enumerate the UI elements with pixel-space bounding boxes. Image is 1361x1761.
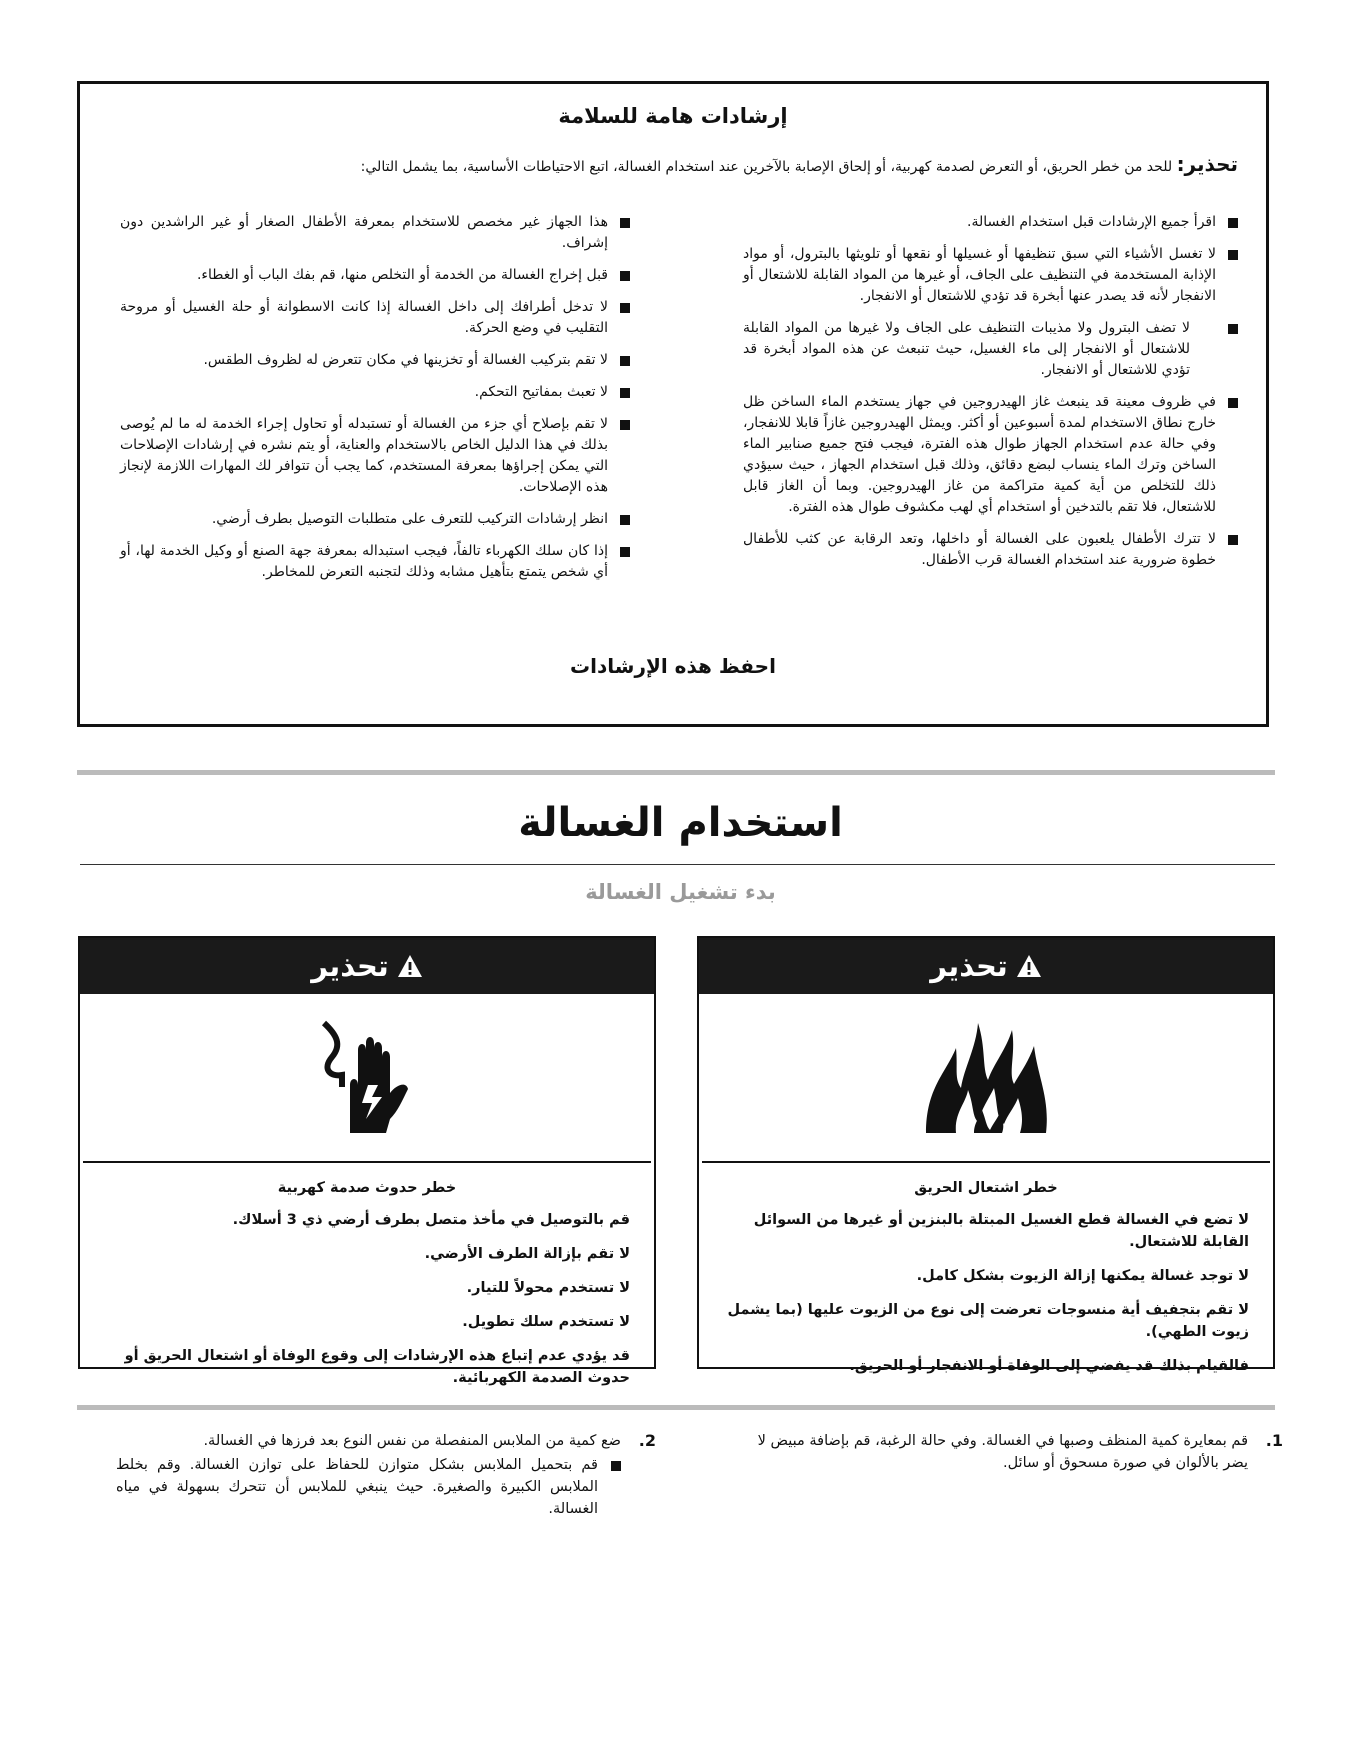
safety-instructions-box [77,81,1269,727]
fire-warning-card [697,936,1275,1374]
shock-warning-line: لا تقم بإزالة الطرف الأرضي. [424,1246,630,1262]
safety-item [743,318,1238,381]
safety-item-text: إذا كان سلك الكهرباء تالفاً، فيجب استبداله بمعرفة جهة الصنع أو وكيل الخدمة لها، أو أي شخص يتمتع بتأهيل مشابه وذلك لتجنبه التعرض للمخاطر. [120,543,608,580]
shock-warning-line: لا تستخدم محولاً للتيار. [466,1280,630,1296]
warning-header [699,938,1273,994]
safety-item [120,414,630,498]
section-divider [77,1405,1275,1410]
warning-header-label: تحذير [930,949,1008,983]
safety-item-text: هذا الجهاز غير مخصص للاستخدام بمعرفة الأطفال الصغار أو غير الراشدين دون إشراف. [120,214,608,251]
safety-item-text: انظر إرشادات التركيب للتعرف على متطلبات التوصيل بطرف أرضي. [211,511,608,527]
warning-header-label: تحذير [311,949,389,983]
warning-text: للحد من خطر الحريق، أو التعرض لصدمة كهربية، أو إلحاق الإصابة بالآخرين عند استخدام الغسالة، اتبع الاحتياطات الأساسية، بما يشمل التالي: [360,159,1177,175]
section-title: استخدام الغسالة [518,800,843,846]
fire-hazard-icon [702,994,1270,1163]
title-underline [80,864,1275,865]
step-text: ضع كمية من الملابس المنفصلة من نفس النوع بعد فرزها في الغسالة. [203,1433,621,1449]
warning-triangle-icon [1016,954,1042,978]
fire-warning-line: فالقيام بذلك قد يفضي إلى الوفاة أو الانفجار أو الحريق. [849,1358,1249,1374]
safety-item-text: لا تقم بإصلاح أي جزء من الغسالة أو تستبدله أو تحاول إجراء الخدمة له ما لم يُوصى بذلك في هذا الدليل الخاص بالاستخدام والعناية، أو يتم نشره في إرشادات الإصلاحات التي يمكن إجراؤها بمعرفة المستخدم، كما يجب أن تتوافر لك المهارات اللازمة لإنجاز هذه الإصلاحات. [120,416,608,495]
safety-item-text: اقرأ جميع الإرشادات قبل استخدام الغسالة. [967,214,1216,230]
bullet-icon [620,515,630,525]
safety-title: إرشادات هامة للسلامة [558,104,788,128]
shock-warning-line: قد يؤدي عدم إتباع هذه الإرشادات إلى وقوع الوفاة أو اشتعال الحريق أو حدوث الصدمة الكهربائية. [124,1348,630,1386]
warning-intro [120,154,1238,178]
bullet-icon [620,218,630,228]
safety-list-right [743,212,1238,582]
safety-item-text: في ظروف معينة قد ينبعث غاز الهيدروجين في جهاز يستخدم الماء الساخن ظل خارج نطاق الاستخدام لمدة أسبوعين أو أكثر. ويمثل الهيدروجين غازاً قابلا للانفجار، وفي حالة عدم استخدام الجهاز طوال هذه الفترة، فيجب فتح جميع صنابير الماء الساخن وترك الماء ينساب لبضع دقائق، وذلك قبل استخدام الجهاز ، حيث سيؤدي ذلك للتخلص من أية كمية متراكمة من غاز الهيدروجين. وبما أن الغاز قابل للاشتعال، فلا تقم بالتدخين أو استخدام أي لهب مكشوف طوال هذه الفترة. [743,394,1216,515]
safety-item [743,529,1238,571]
step-number: 1. [1265,1431,1283,1450]
safety-item-text: لا تترك الأطفال يلعبون على الغسالة أو داخلها، وتعد الرقابة عن كثب للأطفال خطوة ضرورية عند استخدام الغسالة قرب الأطفال. [743,531,1216,568]
safety-item-text: لا تقم بتركيب الغسالة أو تخزينها في مكان تتعرض له لظروف الطقس. [203,352,608,368]
shock-warning-body [80,1163,654,1389]
safety-item [120,382,630,403]
safety-list-left [120,212,630,594]
fire-warning-line: لا تقم بتجفيف أية منسوجات تعرضت إلى نوع من الزيوت عليها (بما يشمل زيوت الطهي). [727,1302,1249,1340]
safety-item [120,509,630,530]
safety-item-text: قبل إخراج الغسالة من الخدمة أو التخلص منها، قم بفك الباب أو الغطاء. [196,267,608,283]
section-divider [77,770,1275,775]
safety-item [120,297,630,339]
shock-hazard-title: خطر حدوث صدمة كهربية [277,1180,457,1196]
step-sub-item [116,1454,656,1520]
safety-item [743,244,1238,307]
safety-item [743,392,1238,518]
bullet-icon [611,1461,621,1471]
safety-item-text: لا تغسل الأشياء التي سبق تنظيفها أو غسيلها أو نقعها أو تلويثها بالبترول، أو مواد الإذابة المستخدمة في التنظيف على الجاف، أو غيرها من المواد القابلة للاشتعال أو الانفجار لأنه قد يصدر عنها أبخرة قد تؤدي للاشتعال أو الانفجار. [743,246,1216,304]
shock-warning-line: قم بالتوصيل في مأخذ متصل بطرف أرضي ذي 3 أسلاك. [232,1212,630,1228]
safety-item [120,350,630,371]
safety-item-text: لا تعبث بمفاتيح التحكم. [474,384,608,400]
step-number: 2. [638,1431,656,1450]
bullet-icon [1228,250,1238,260]
safety-item [743,212,1238,233]
warning-triangle-icon [397,954,423,978]
bullet-icon [620,547,630,557]
step-2 [116,1430,656,1520]
fire-hazard-title: خطر اشتعال الحريق [914,1180,1058,1196]
bullet-icon [1228,324,1238,334]
shock-warning-line: لا تستخدم سلك تطويل. [462,1314,630,1330]
warning-header [80,938,654,994]
step-sub-text: قم بتحميل الملابس بشكل متوازن للحفاظ على توازن الغسالة. وقم بخلط الملابس الكبيرة والصغيرة. حيث ينبغي للملابس أن تتحرك بسهولة في مياه الغسالة. [116,1457,598,1517]
safety-item-text: لا تضف البترول ولا مذيبات التنظيف على الجاف ولا غيرها من المواد القابلة للاشتعال أو الانفجار إلى ماء الغسيل، حيث تنبعث عن هذه المواد أبخرة قد تؤدي للاشتعال أو الانفجار. [743,320,1190,378]
fire-warning-body [699,1163,1273,1377]
safety-item [120,212,630,254]
bullet-icon [620,420,630,430]
step-1 [743,1430,1283,1474]
shock-warning-card [78,936,656,1386]
electric-shock-hazard-icon [83,994,651,1163]
step-text: قم بمعايرة كمية المنظف وصبها في الغسالة. وفي حالة الرغبة، قم بإضافة مبيض لا يضر بالألوان في صورة مسحوق أو سائل. [757,1433,1248,1471]
fire-warning-line: لا توجد غسالة يمكنها إزالة الزيوت بشكل كامل. [916,1268,1249,1284]
safety-item-text: لا تدخل أطرافك إلى داخل الغسالة إذا كانت الاسطوانة أو حلة الغسيل أو مروحة التقليب في وضع الحركة. [120,299,608,336]
bullet-icon [620,271,630,281]
safety-item [120,541,630,583]
fire-warning-line: لا تضع في الغسالة قطع الغسيل المبتلة بالبنزين أو غيرها من السوائل القابلة للاشتعال. [753,1212,1249,1250]
bullet-icon [1228,218,1238,228]
safety-item [120,265,630,286]
warning-lead: تحذير: [1176,152,1238,176]
bullet-icon [620,303,630,313]
bullet-icon [1228,535,1238,545]
section-subtitle: بدء تشغيل الغسالة [585,880,776,904]
bullet-icon [620,356,630,366]
keep-instructions-label: احفظ هذه الإرشادات [570,654,776,678]
bullet-icon [620,388,630,398]
bullet-icon [1228,398,1238,408]
